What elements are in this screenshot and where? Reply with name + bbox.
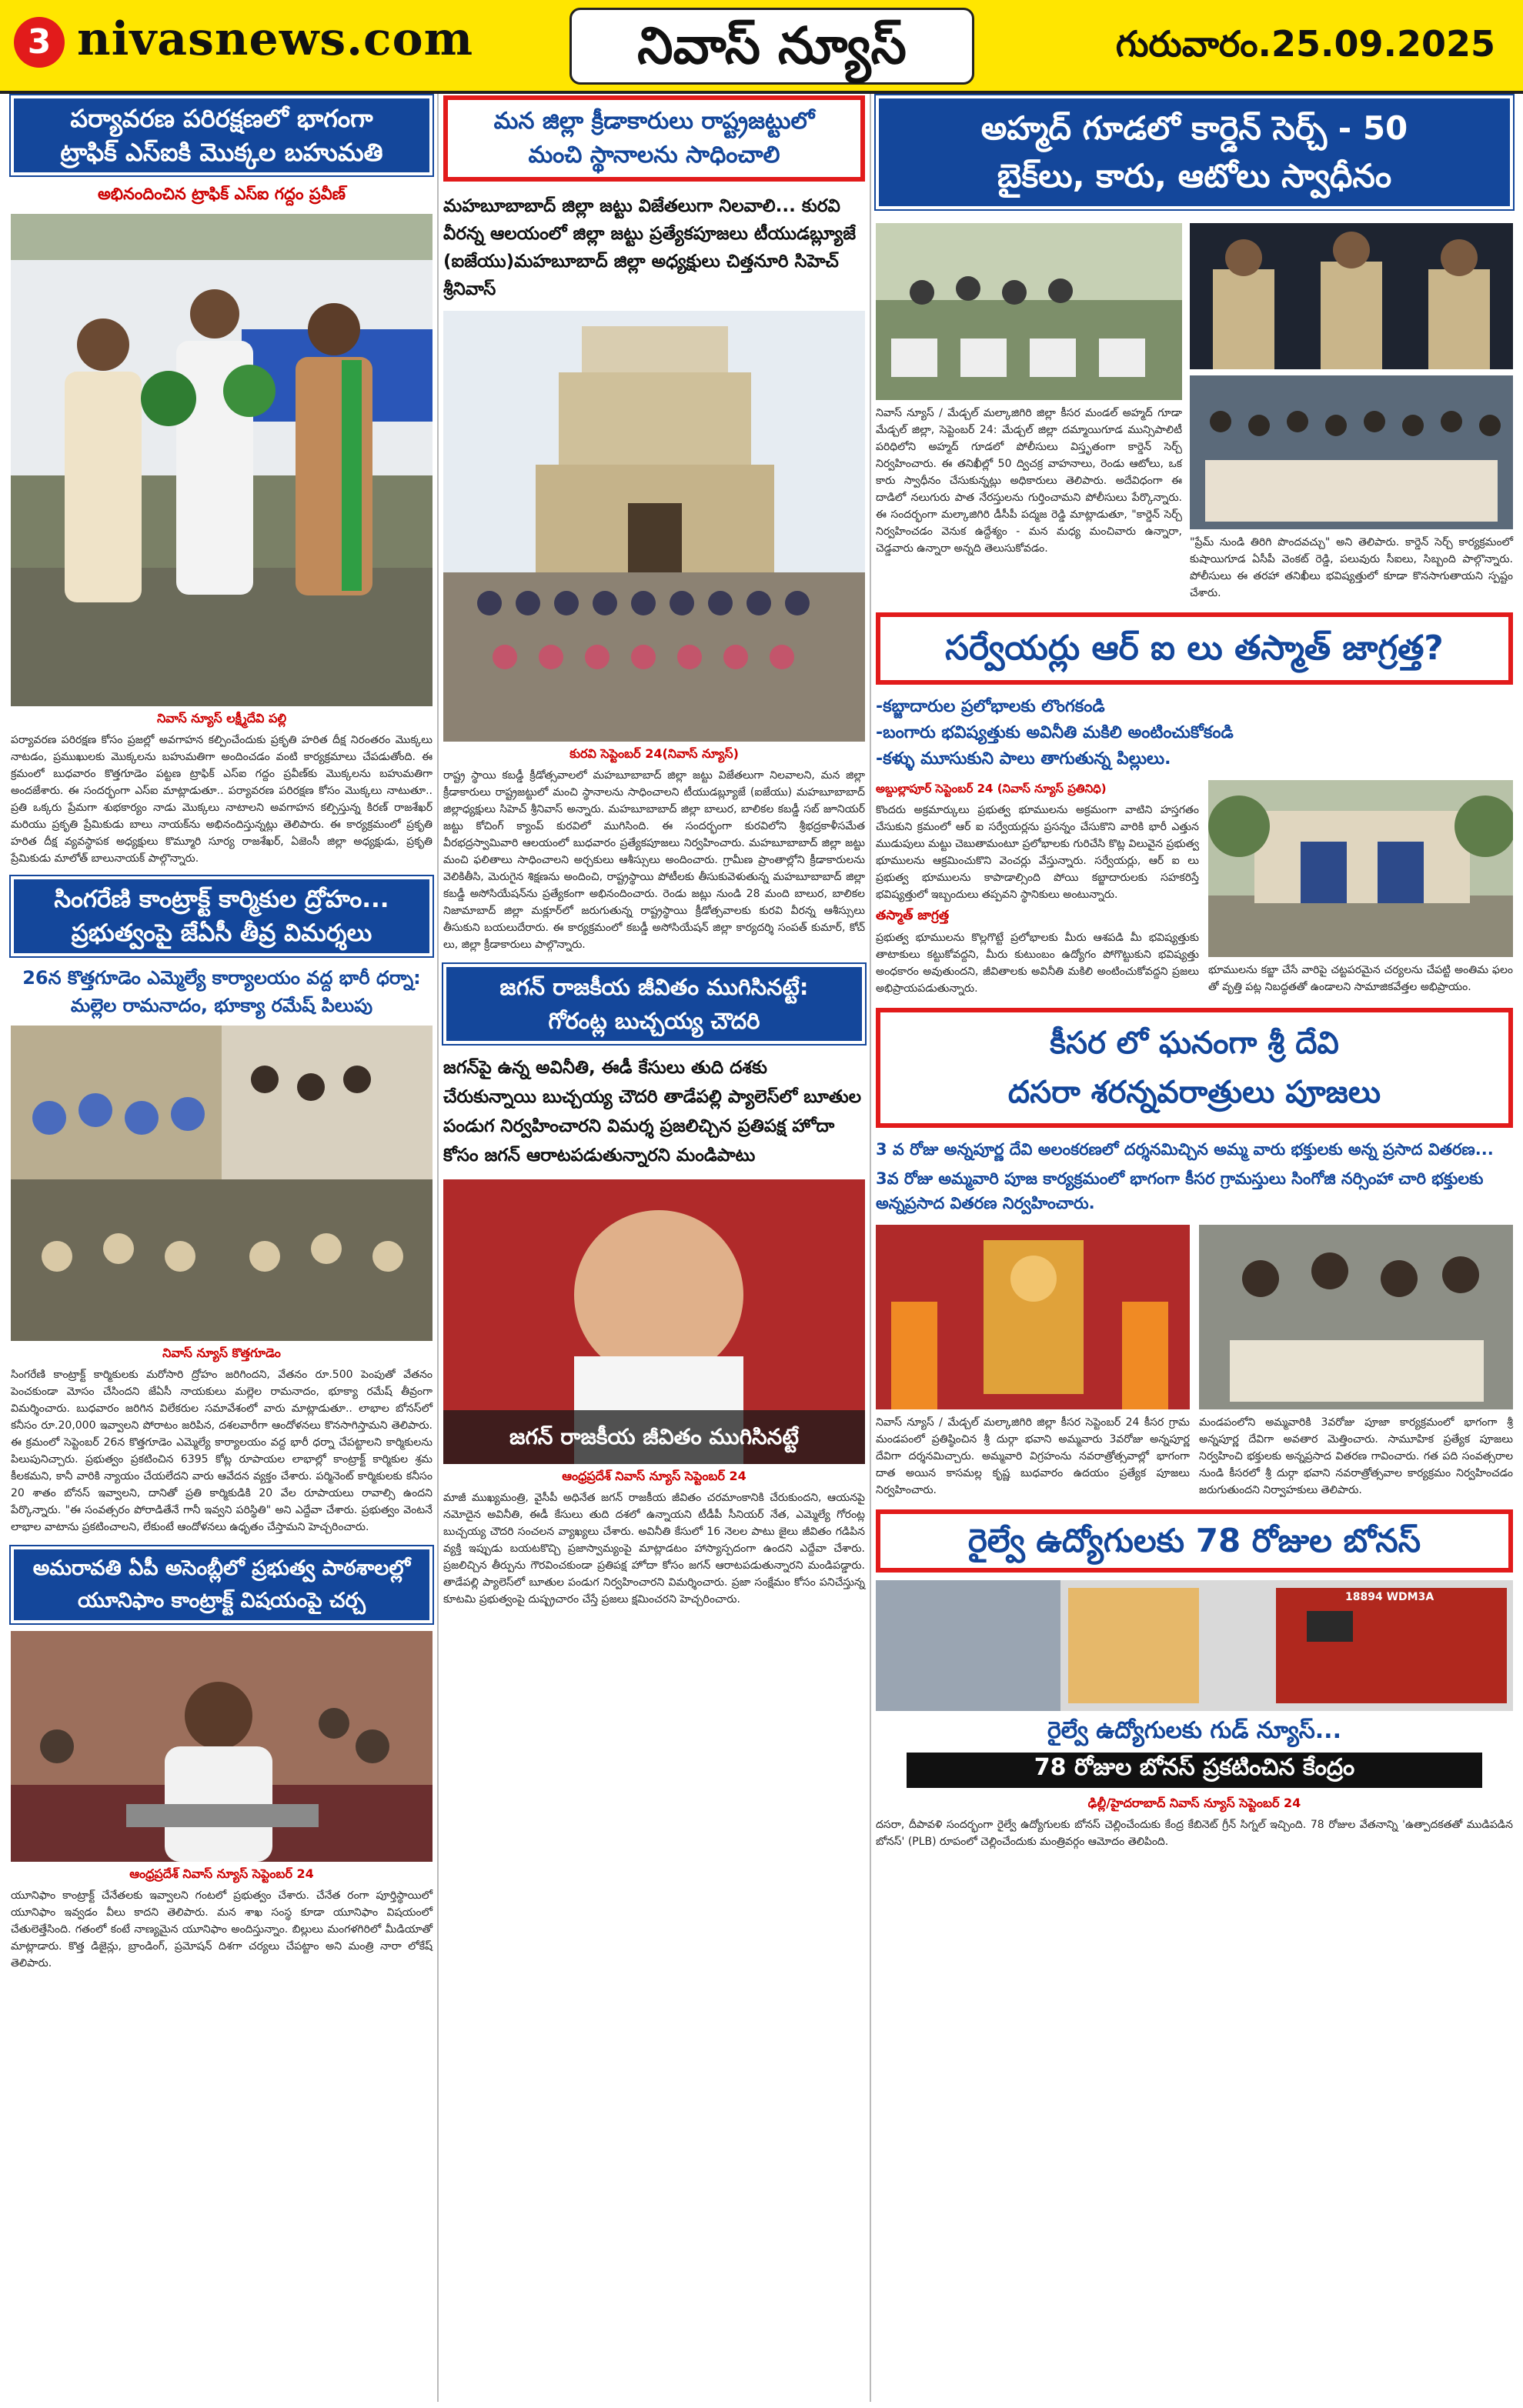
article-body: రాష్ట్ర స్థాయి కబడ్డీ క్రీడోత్సవాలలో మహబూబాబాద్ జిల్లా జట్టు విజేతలుగా నిలవాలని, మన జిల్లా క్రీడాకారులు రాష్ట్రజట్టులో మంచి స్థానాలను సాధించాలని టీయుడబ్ల్యూజే (ఐజేయు) మహబూబాబాద్ జిల్లాధ్యక్షులు సిహెచ్ శ్రీనివాస్ అన్నారు. మహబూబాబాద్ జిల్లా బాలుర, బాలికల కబడ్డీ సబ్ జూనియర్ జట్టు కోచింగ్ క్యాంప్ కురవిలో ముగిసింది. ఈ సందర్భంగా కురవిలోని శ్రీభద్రకాళీసమేత వీరభద్రస్వామివారి ఆలయంలో బుధవారం ప్రత్యేకపూజలు నిర్వహించారు. మహబూబాబాద్ జిల్లా జట్టు మంచి ఫలితాలు సాధించాలని అర్చకులు ఆశీస్సులు అందించారు. గ్రామీణ ప్రాంతాల్లోని క్రీడాకారులను వెలికితీసి, మెరుగైన శిక్షణను అందించి, రాష్ట్రస్థాయి పోటీలకు తీసుకువెళుతున్న మహబూబాబాద్ జిల్లా కబడ్డీ అసోసియేషన్‌ను ప్రత్యేకంగా అభినందించారు. రెండు జట్లు నుండి 28 మంది బాలుర, బాలికల నిజామాబాద్ జిల్లా మక్లూర్‌లో జరుగుతున్న రాష్ట్రస్థాయి క్రీడోత్సవాలకు కురవి వీరన్న ఆశీస్సులు తీసుకుని బయలుదేరారు. ఈ కార్యక్రమంలో కబడ్డీ అసోసియేషన్ జిల్లా కార్యదర్శి సంపత్ కుమార్, కోచ్ లు, జిల్లా క్రీడాకారులు పాల్గొన్నారు. xyxy=(443,769,865,951)
story-surveyors xyxy=(876,612,1513,997)
photo-placeholder-icon xyxy=(1208,780,1513,957)
article-body: కొందరు అక్రమార్కులు ప్రభుత్వ భూములను అక్రమంగా వాటిని హస్తగతం చేసుకుని క్రమంలో ఆర్ ఐ సర్వేయర్లను ప్రసన్నం చేసుకొని వారికి భారీ ఎత్తున ముడుపులు మట్టు చెబుతామంటూ ప్రలోభాలకు గురిచేసి కొట్ల విలువైన ప్రభుత్వ భూములను ఆక్రమించుకొని వెంచర్లు వేస్తున్నారు. సర్వేయర్లు, ఆర్ ఐ లు ప్రభుత్వ భూములను కాపాడాల్సింది పోయి కబ్జాదారులకు సహకరిస్తే భవిష్యత్తులో ఇబ్బందులు తప్పవని స్థానికులు అంటున్నారు. xyxy=(876,804,1199,901)
photo-placeholder-icon xyxy=(876,223,1182,400)
banner-text: 78 రోజుల బోనస్ ప్రకటించిన కేంద్రం xyxy=(907,1753,1482,1788)
headline: సర్వేయర్లు ఆర్ ఐ లు తస్మాత్ జాగ్రత్త? xyxy=(876,612,1513,685)
story-singareni xyxy=(11,876,433,1536)
photo-railway-engine xyxy=(876,1580,1513,1711)
photo-placeholder-icon xyxy=(11,1026,433,1341)
story-amaravati xyxy=(11,1546,433,1972)
site-name[interactable]: nivasnews.com xyxy=(77,12,474,66)
bullet-item: -కళ్ళు మూసుకుని పాలు తాగుతున్న పిల్లులు. xyxy=(876,749,1171,769)
headline: జగన్ రాజకీయ జీవితం ముగిసినట్టే: గోరంట్ల బుచ్చయ్య చౌదరి xyxy=(443,964,865,1044)
photo-placeholder-icon xyxy=(443,311,865,742)
headline: అహ్మద్ గూడలో కార్డెన్ సెర్చ్ - 50 బైక్‌లు, కారు, ఆటోలు స్వాధీనం xyxy=(876,95,1513,209)
article-body: పర్యావరణ పరిరక్షణ కోసం ప్రజల్లో అవగాహన కల్పించేందుకు ప్రకృతి హరిత దీక్ష నిరంతరం మొక్కలు నాటడం, ప్రముఖులకు మొక్కలను బహుమతిగా అందించడం వంటి కార్యక్రమాలు చేపడుతోంది. ఈ క్రమంలో బుధవారం కొత్తగూడెం పట్టణ ట్రాఫిక్ ఎస్ఐ గద్దం ప్రవీణ్‌కు మొక్కలను బహుమతిగా అందజేశారు. ఈ సందర్భంగా ఎస్ఐ మాట్లాడుతూ.. పర్యావరణ పరిరక్షణ కోసం మొక్కలు నాటుతూ.. ప్రతి ఒక్కరు ప్రేమగా శుభకార్యం నాడు మొక్కలు నాటాలని అవగాహన కల్పిస్తున్న కిరణ్ రాజశేఖర్ మరియు ప్రకృతి ప్రేమికుడు బాలు నాయక్‌ను అభినందిస్తున్నట్లు తెలిపారు. ఈ కార్యక్రమంలో ప్రకృతి హరిత దీక్ష వ్యవస్థాపక అధ్యక్షులు కొమ్మూరి సూర్య రాజశేఖర్, ఏజెంసీ జిల్లా అధ్యక్షుడు, ప్రకృతి ప్రేమికుడు మాలోత్ బాలునాయక్ పాల్గొన్నారు. xyxy=(11,734,433,865)
article-body: యూనిఫాం కాంట్రాక్ట్ చేనేతలకు ఇవ్వాలని గంటలో ప్రభుత్వం చేశారు. చేనేత రంగా పూర్తిస్థాయిలో యూనిఫాం ఇవ్వడం వీలు కాదని తెలిపారు. మన శాఖ సంస్థ కూడా యూనిఫాం విషయంలో చేతులెత్తేసింది. గతంలో కంటే నాణ్యమైన యూనిఫాం అందిస్తున్నాం. బిల్లులు మంగళగిరిలో మీడియాతో మాట్లాడారు. కొత్త డిజైన్లు, బ్రాండింగ్, ప్రమోషన్ దిశగా చర్యలు చేపట్టాం అని మంత్రి నారా లోకేష్ తెలిపారు. xyxy=(11,1889,433,1969)
photo-plants-gift xyxy=(11,214,433,706)
photo-kabaddi-team xyxy=(443,311,865,742)
photo-overlay-text: జగన్ రాజకీయ జీవితం ముగిసినట్టే xyxy=(509,1424,799,1449)
subheadline: తస్మాత్ జాగ్రత్త xyxy=(876,908,950,923)
photo-crowd-meeting xyxy=(1190,375,1513,529)
column-divider xyxy=(437,94,439,2402)
headline: అమరావతి ఏపీ అసెంబ్లీలో ప్రభుత్వ పాఠశాలల్లో యూనిఫాం కాంట్రాక్ట్ విషయంపై చర్చ xyxy=(11,1546,433,1623)
cordon-content xyxy=(876,223,1513,602)
engine-number-label: 18894 WDM3A xyxy=(1345,1591,1434,1603)
photo-police-press xyxy=(1190,223,1513,369)
headline: పర్యావరణ పరిరక్షణలో భాగంగా ట్రాఫిక్ ఎస్ఐకి మొక్కల బహుమతి xyxy=(11,95,433,175)
issue-date: గురువారం.25.09.2025 xyxy=(1115,23,1495,65)
article-body: "ప్రేమ్ నుండి తిరిగి పొందవచ్చు" అని తెలిపారు. కార్డెన్ సెర్చ్ కార్యక్రమంలో కుషాయిగూడ ఏసీపీ వెంకట్ రెడ్డి, పలువురు సీఐలు, సిబ్బంది పాల్గొన్నారు. పోలీసులు ఈ తరహా తనిఖీలు భవిష్యత్తులో కూడా కొనసాగుతాయని స్పష్టం చేశారు. xyxy=(1190,536,1513,599)
photo-seized-bikes xyxy=(876,223,1182,400)
headline: రైల్వే ఉద్యోగులకు 78 రోజుల బోనస్ xyxy=(876,1509,1513,1573)
lead-text: 3 వ రోజు అన్నపూర్ణ దేవి అలంకరణలో దర్శనమిచ్చిన అమ్మ వారు భక్తులకు అన్న ప్రసాద వితరణ... xyxy=(876,1140,1494,1159)
photo-jac-meeting xyxy=(11,1026,433,1341)
article-body: మండపంలోని అమ్మవారికి 3వరోజు పూజా కార్యక్రమంలో భాగంగా శ్రీ అన్నపూర్ణ దేవిగా అవతార మెత్తించారు. సామూహిక ప్రత్యేక పూజలు నిర్వహించి భక్తులకు అన్నప్రసాద వితరణ గావించారు. గత పది సంవత్సరాల నుండి కీసరలో శ్రీ దుర్గా భవాని నవరాత్రోత్సవాల కార్యక్రమం నిర్వహించడం జరుగుతుందని నిర్వాహకులు తెలిపారు. xyxy=(1199,1416,1513,1496)
photo-placeholder-icon xyxy=(1199,1225,1513,1409)
story-plants xyxy=(11,95,433,867)
subheadline: అభినందించిన ట్రాఫిక్ ఎస్ఐ గద్దం ప్రవీణ్ xyxy=(98,185,346,203)
story-sports xyxy=(443,95,865,953)
photo-gorantla xyxy=(443,1179,865,1464)
photo-caption: నివాస్ న్యూస్ కొత్తగూడెం xyxy=(162,1346,281,1360)
banner-text: రైల్వే ఉద్యోగులకు గుడ్ న్యూస్... xyxy=(1047,1717,1341,1744)
lead-text: మహబూబాబాద్ జిల్లా జట్టు విజేతలుగా నిలవాలి... కురవి వీరన్న ఆలయంలో జిల్లా జట్టు ప్రత్యేకపూజలు టీయుడబ్ల్యూజే (ఐజేయు)మహబూబాద్ జిల్లా అధ్యక్షులు చిత్తనూరి సిహెచ్ శ్రీనివాస్ xyxy=(443,196,857,299)
photo-placeholder-icon xyxy=(1190,375,1513,529)
lead-text: 3వ రోజు అమ్మవారి పూజ కార్యక్రమంలో భాగంగా కీసర గ్రామస్తులు సింగోజి నర్సింహా చారి భక్తులకు అన్నప్రసాద వితరణ నిర్వహించారు. xyxy=(876,1169,1484,1212)
photo-caption: భూములను కబ్జా చేసే వారిపై చట్టపరమైన చర్యలను చేపట్టి అంతిమ ఫలం తో వృత్తి పట్ల నిబద్ధతతో ఉండాలని సామాజికవేత్తల అభిప్రాయం. xyxy=(1208,964,1513,993)
headline: కీసర లో ఘనంగా శ్రీ దేవి దసరా శరన్నవరాత్రులు పూజలు xyxy=(876,1008,1513,1128)
photo-placeholder-icon xyxy=(11,214,433,706)
photo-caption: ఆంధ్రప్రదేశ్ నివాస్ న్యూస్ సెప్టెంబర్ 24 xyxy=(129,1866,314,1881)
story-devi-navaratri xyxy=(876,1008,1513,1499)
photo-placeholder-icon xyxy=(1190,223,1513,369)
bullet-item: -కబ్జాదారుల ప్రలోభాలకు లొంగకండి xyxy=(876,697,1105,716)
photo-placeholder-icon xyxy=(11,1631,433,1862)
article-body: దసరా, దీపావళి సందర్భంగా రైల్వే ఉద్యోగులకు బోనస్ చెల్లించేందుకు కేంద్ర కేబినెట్ గ్రీన్ సిగ్నల్ ఇచ్చింది. 78 రోజుల వేతనాన్ని 'ఉత్పాదకతతో ముడిపడిన బోనస్' (PLB) రూపంలో చెల్లించేందుకు మంత్రివర్గం ఆమోదం తెలిపింది. xyxy=(876,1819,1513,1848)
article-body: నివాస్ న్యూస్ / మేడ్చల్ మల్కాజిగిరి జిల్లా కీసర సెప్టెంబర్ 24 కీసర గ్రామ మండపంలో ప్రతిష్ఠించిన శ్రీ దుర్గా భవాని అమ్మవారు 3వరోజు అన్నపూర్ణ దేవిగా దర్శనమిచ్చారు. అమ్మవారి విగ్రహంను నవరాత్రోత్సవాల్లో భాగంగా దాత అయిన కాసమల్ల కృష్ణ బుధవారం ఉదయం ప్రత్యేక పూజలు నిర్వహించారు. xyxy=(876,1416,1190,1496)
article-body: సింగరేణి కాంట్రాక్ట్ కార్మికులకు మరోసారి ద్రోహం జరిగిందని, వేతనం రూ.500 పెంపుతో వేతనం పెంచకుండా మోసం చేసిందని జేఏసీ నాయకులు మల్లెల రామనాదం, భూక్యా రమేష్ తీవ్రంగా విమర్శించారు. బుధవారం జరిగిన విలేకరుల సమావేశంలో వారు మాట్లాడుతూ.. లాభాల బోనస్‌లో కనీసం రూ.20,000 ఇవ్వాలని పోరాటం జరిపిన, దశలవారీగా ఆందోళనలు కొనసాగిస్తామని తెలిపారు. ఈ క్రమంలో సెప్టెంబర్ 26న కొత్తగూడెం ఎమ్మెల్యే కార్యాలయం వద్ద భారీ ధర్నా చేపట్టాలని కార్మికులను పిలుపునిచ్చారు. ప్రభుత్వం ప్రకటించిన 6395 కోట్ల రూపాయల లాభాల్లో కాంట్రాక్ట్ కార్మికుల శ్రమ కీలకమని, కానీ వారికి న్యాయం చేయలేదని వారు ఆవేదన వ్యక్తం చేశారు. పర్మినెంట్ కార్మికులకు కనీసం 20 శాతం బోనస్ ఇవ్వాలని, దానితో ప్రతి కార్మికుడికి 20 వేల రూపాయలు రావాల్సి ఉందని పేర్కొన్నారు. "ఈ సంవత్సరం పోరాడితేనే గానీ ఇవ్వని పరిస్థితి" అని ఎద్దేవా చేశారు. ప్రభుత్వం వెంటనే లాభాల వాటాను ప్రకటించాలని, లేకుంటే ఆందోళనలు ఉధృతం చేస్తామని హెచ్చరించారు. xyxy=(11,1369,433,1533)
dateline: ఢిల్లీ/హైదరాబాద్ నివాస్ న్యూస్ సెప్టెంబర్ 24 xyxy=(1087,1796,1301,1810)
headline: సింగరేణి కాంట్రాక్ట్ కార్మికుల ద్రోహం... ప్రభుత్వంపై జేఏసీ తీవ్ర విమర్శలు xyxy=(11,876,433,956)
dateline: అబ్దుల్లాపూర్ సెప్టెంబర్ 24 (నివాస్ న్యూస్ ప్రతినిధి) xyxy=(876,782,1107,795)
story-cordon-search xyxy=(876,95,1513,602)
subheadline: 26న కొత్తగూడెం ఎమ్మెల్యే కార్యాలయం వద్ద భారీ ధర్నా: మల్లెల రామనాదం, భూక్యా రమేష్ పిలుపు xyxy=(22,967,421,1016)
article-body: నివాస్ న్యూస్ / మేడ్చల్ మల్కాజిగిరి జిల్లా కీసర మండల్ అహ్మద్ గూడా మేడ్చల్ జిల్లా, సెప్టెంబర్ 24: మేడ్చల్ జిల్లా దమ్మాయిగూడ మున్సిపాలిటీ పరిధిలోని అహ్మద్ గూడలో పోలీసులు విస్తృతంగా కార్డెన్ సెర్చ్ నిర్వహించారు. ఈ తనిఖీల్లో 50 ద్విచక్ర వాహనాలు, రెండు ఆటోలు, ఒక కారు స్వాధీనం చేసుకున్నట్లు అధికారులు తెలిపారు. అదేవిధంగా ఈ దాడిలో నలుగురు పాత నేరస్తులను గుర్తించామని పోలీసులు పేర్కొన్నారు. ఈ సందర్భంగా మల్కాజిగిరి డీసీపీ పద్మజ రెడ్డి మాట్లాడుతూ, "కార్డెన్ సెర్చ్ నిర్వహించడం వెనుక ఉద్దేశ్యం - మన మధ్య మంచివారు ఉన్నారా, చెడ్డవారు ఉన్నారా అన్నది తెలుసుకోవడం. xyxy=(876,407,1182,555)
photo-placeholder-icon xyxy=(443,1179,865,1464)
photo-goddess-idol xyxy=(876,1225,1190,1409)
photo-land-office xyxy=(1208,780,1513,957)
column-divider xyxy=(870,94,871,2402)
photo-caption: నివాస్ న్యూస్ లక్ష్మీదేవి పల్లి xyxy=(156,711,287,725)
article-body: మాజీ ముఖ్యమంత్రి, వైసీపీ అధినేత జగన్ రాజకీయ జీవితం చరమాంకానికి చేరుకుందని, ఆయనపై నమోదైన అవినీతి, ఈడీ కేసులు తుది దశలో ఉన్నాయని టీడీపీ సీనియర్ నేత, ఎమ్మెల్యే గోరంట్ల బుచ్చయ్య చౌదరి సంచలన వ్యాఖ్యలు చేశారు. అవినీతి కేసులో 16 నెలల పాటు జైలు జీవితం గడిపిన వ్యక్తి ఇప్పుడు బయటకొచ్చి ప్రజాస్వామ్యంపై మాట్లాడటం హాస్యాస్పదంగా ఉందని ఎద్దేవా చేశారు. ప్రజలిచ్చిన తీర్పును గౌరవించకుండా ప్రతిపక్ష హోదా కోసం జగన్ ఆరాటపడుతున్నారని మండిపడ్డారు. తాడేపల్లి ప్యాలెస్‌లో బూతుల పండుగ నిర్వహించారని విమర్శించారు. ప్రజా సంక్షేమం కోసం పనిచేస్తున్న కూటమి ప్రభుత్వంపై దుష్ప్రచారం చేస్తే ప్రజలు క్షమించరని హెచ్చరించారు. xyxy=(443,1492,865,1606)
masthead xyxy=(0,0,1523,94)
article-body: ప్రభుత్వ భూములను కొల్లగొట్టే ప్రలోభాలకు మీరు ఆశపడి మీ భవిష్యత్తుకు తాటాకులు కట్టుకోవద్దని, మీరు కుటుంబం ఉద్యోగం పోగొట్టుకుని భవిష్యత్తు అంధకారం అవుతుందని, జీవితాలకు అవినీతి మకిలి అంటించుకోవద్దని ప్రజలు అభిప్రాయపడుతున్నారు. xyxy=(876,932,1199,995)
page-number: 3 xyxy=(14,17,65,68)
headline: మన జిల్లా క్రీడాకారులు రాష్ట్రజట్టులో మంచి స్థానాలను సాధించాలి xyxy=(443,95,865,182)
column-left xyxy=(11,94,433,1972)
bullet-list xyxy=(876,694,1513,772)
photo-placeholder-icon xyxy=(876,1225,1190,1409)
story-railway-bonus xyxy=(876,1509,1513,1850)
lead-text: జగన్‌పై ఉన్న అవినీతి, ఈడీ కేసులు తుది దశకు చేరుకున్నాయి బుచ్చయ్య చౌదరి తాడేపల్లి ప్యాలెస్‌లో బూతుల పండుగ నిర్వహించారని విమర్శ ప్రజలిచ్చిన ప్రతిపక్ష హోదా కోసం జగన్ ఆరాటపడుతున్నారని మండిపాటు xyxy=(443,1058,862,1166)
photo-prasadam xyxy=(1199,1225,1513,1409)
column-middle xyxy=(443,94,865,1608)
column-right xyxy=(876,94,1513,1850)
photo-caption: ఆంధ్రప్రదేశ్ నివాస్ న్యూస్ సెప్టెంబర్ 24 xyxy=(562,1469,746,1483)
bullet-item: -బంగారు భవిష్యత్తుకు అవినీతి మకిలి అంటించుకోకండి xyxy=(876,723,1234,742)
story-gorantla xyxy=(443,964,865,1608)
newspaper-logo: నివాస్ న్యూస్ xyxy=(569,8,974,85)
photo-caption: కురవి సెప్టెంబర్ 24(నివాస్ న్యూస్) xyxy=(569,746,739,761)
photo-assembly xyxy=(11,1631,433,1862)
